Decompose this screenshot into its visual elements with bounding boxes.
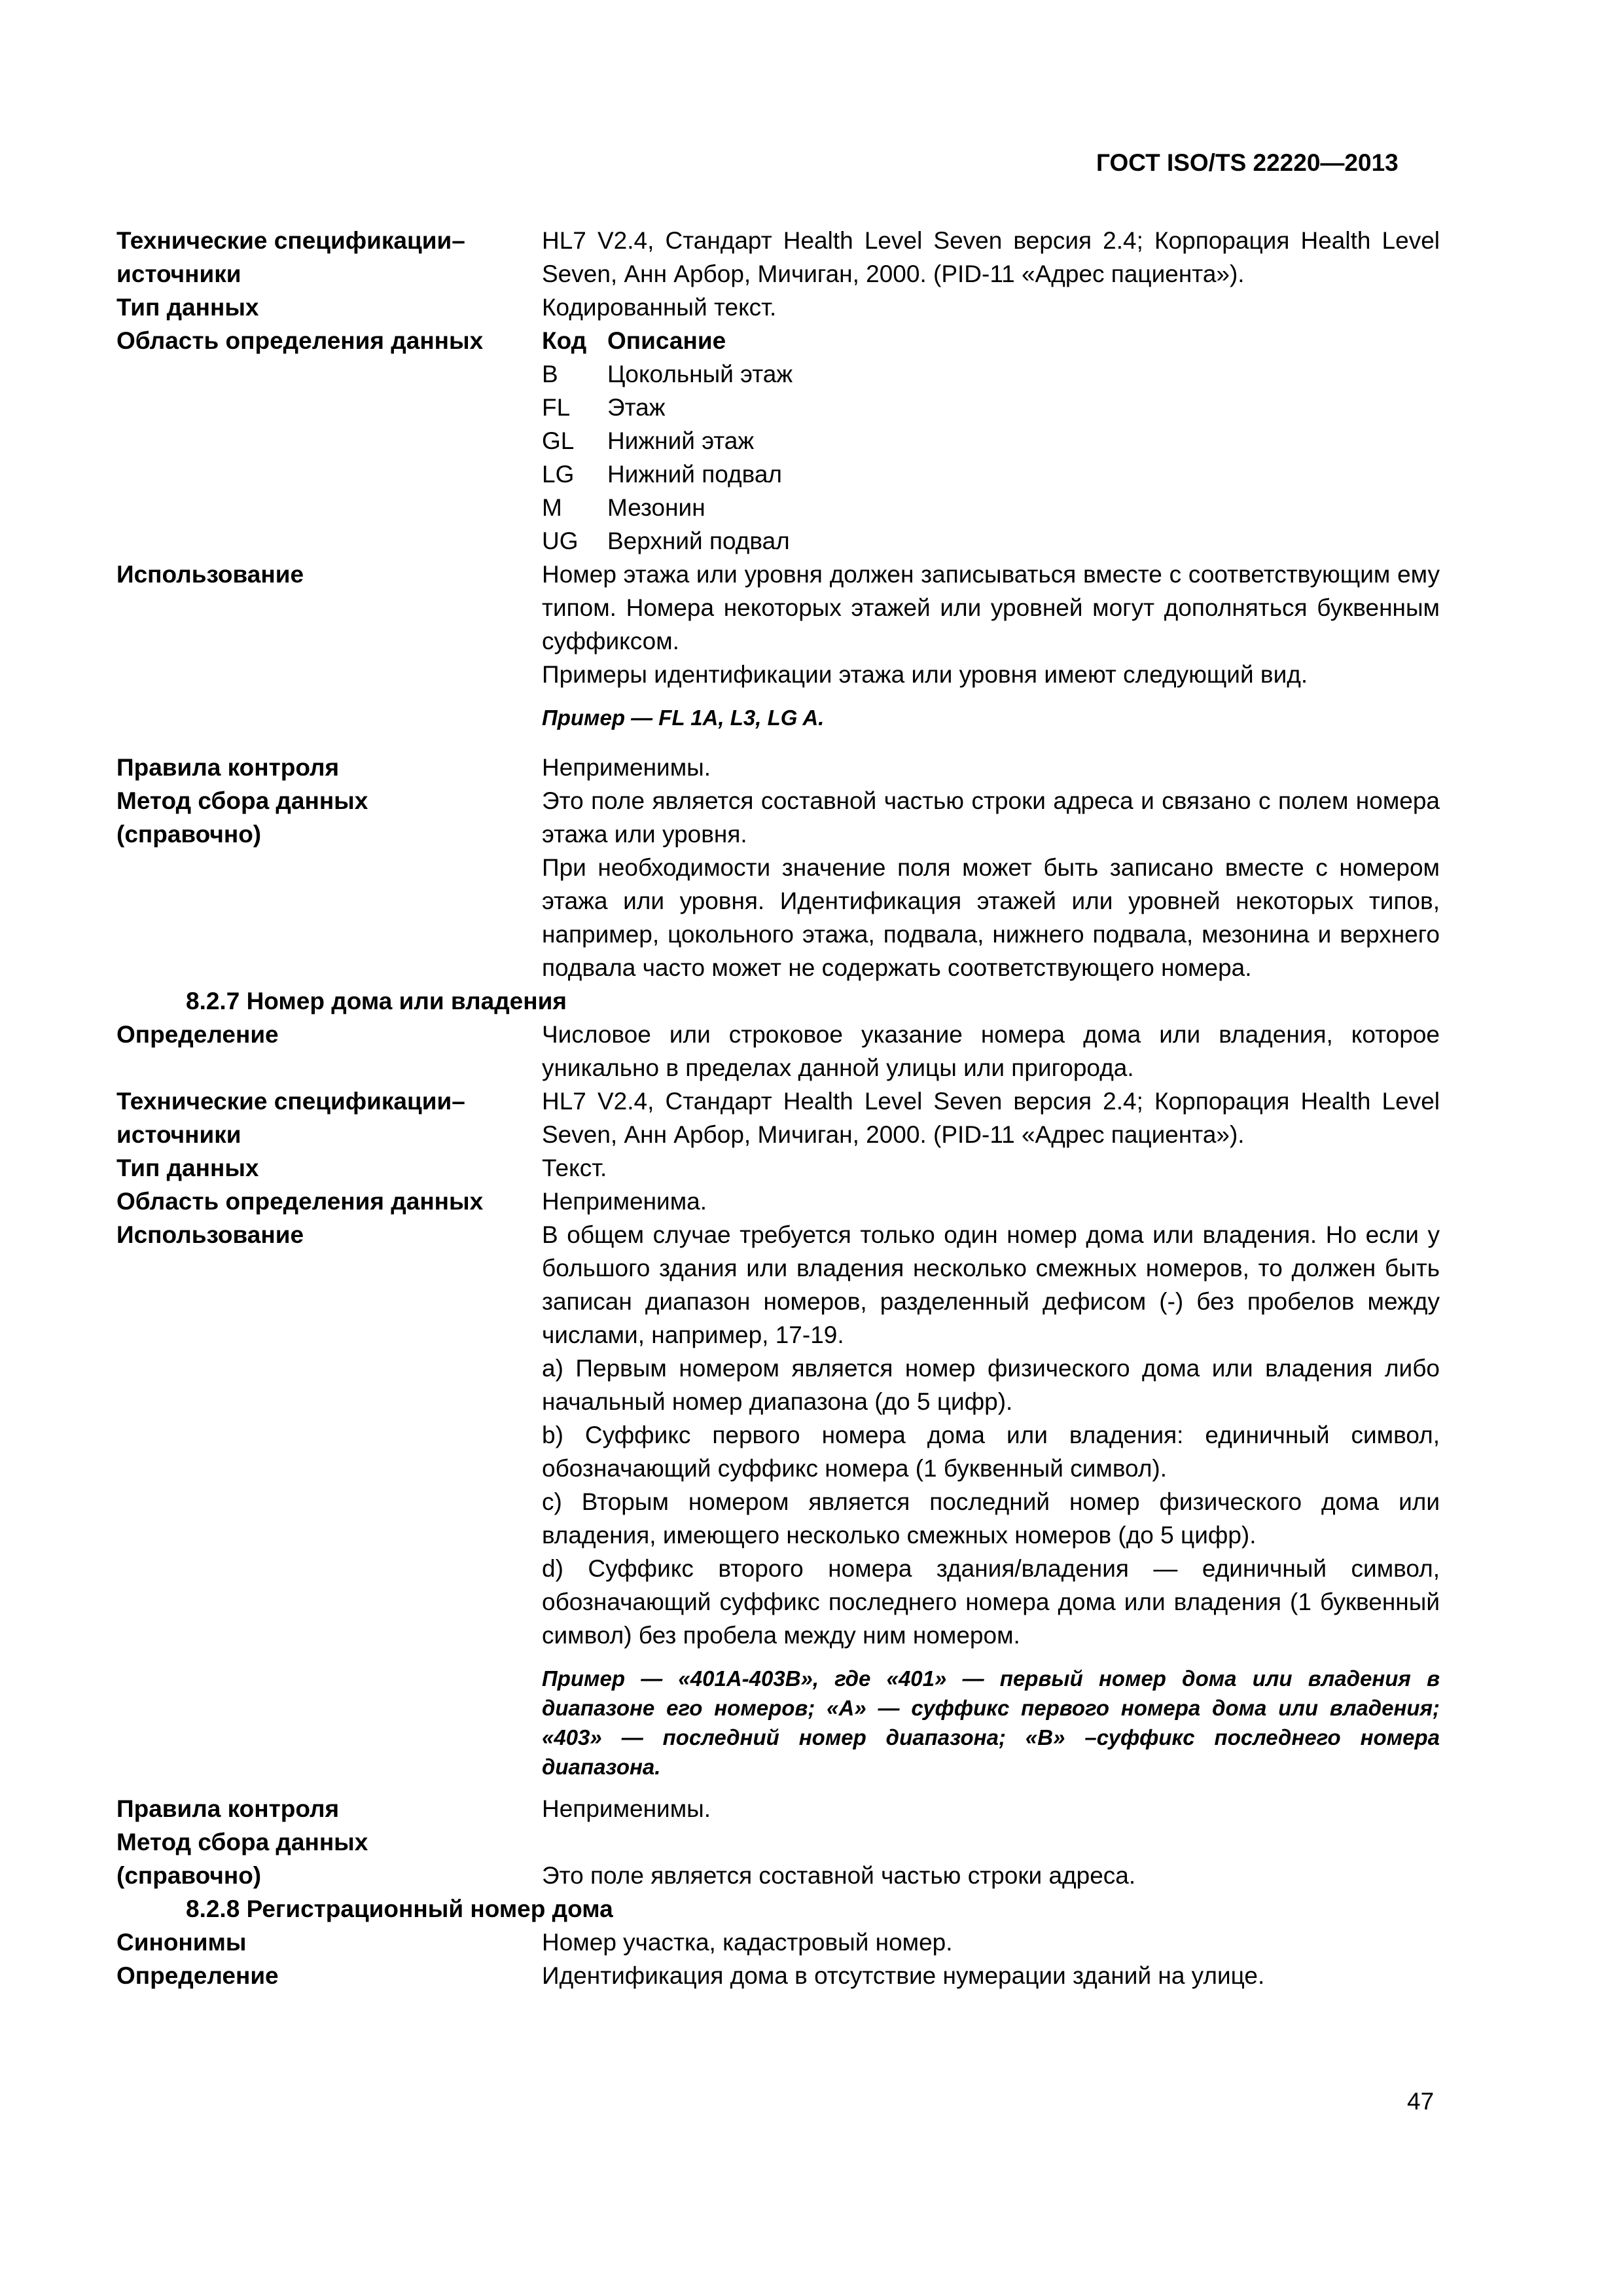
code-cell: LG (542, 461, 575, 488)
field-label: Использование (116, 1221, 304, 1248)
field-value (542, 1218, 1440, 1782)
code-column-header: Код (542, 327, 587, 354)
document-header: ГОСТ ISO/TS 22220—2013 (1096, 149, 1399, 176)
field-tech-spec (116, 224, 1440, 291)
field-label: Метод сбора данных (справочно) (116, 1829, 368, 1889)
description-cell: Нижний этаж (607, 427, 755, 454)
code-cell: UG (542, 528, 579, 554)
section-heading: 8.2.7 Номер дома или владения (186, 988, 567, 1014)
field-label: Правила контроля (116, 1795, 340, 1822)
field-rules (116, 1792, 1440, 1825)
paragraph: В общем случае требуется только один номер дома или владения. Но если у большого здания или владения несколько смежных номеров, то должен быть записан диапазон номеров, разделенный дефисом (-) без пробелов между числами, например, 17-19. (542, 1221, 1440, 1348)
field-label: Технические спецификации– источники (116, 1088, 465, 1148)
paragraph: Это поле является составной частью строки адреса. (542, 1862, 1136, 1889)
field-value: Неприменима. (542, 1188, 707, 1215)
description-cell: Верхний подвал (607, 528, 790, 554)
field-value: Идентификация дома в отсутствие нумерации зданий на улице. (542, 1962, 1265, 1989)
field-usage (116, 558, 1440, 732)
paragraph: При необходимости значение поля может быть записано вместе с номером этажа или уровня. Идентификация этажей или уровней некоторых типов, например, цокольного этажа, подвала, нижнего подвала, мезонина и верхнего подвала часто может не содержать соответствующего номера. (542, 854, 1440, 981)
field-label: Тип данных (116, 294, 259, 321)
field-usage (116, 1218, 1440, 1782)
paragraph: Примеры идентификации этажа или уровня имеют следующий вид. (542, 661, 1308, 688)
description-cell: Цокольный этаж (607, 361, 793, 387)
example-note: Пример — «401А-403В», где «401» — первый номер дома или владения в диапазоне его номеров; «А» — суффикс первого номера дома или владения; «403» — последний номер диапазона; «В» –суффикс последнего номера диапазона. (542, 1666, 1440, 1779)
field-tech-spec (116, 1085, 1440, 1151)
paragraph: Это поле является составной частью строки адреса и связано с полем номера этажа или уровня. (542, 787, 1440, 848)
field-label: Определение (116, 1021, 279, 1048)
field-synonyms (116, 1926, 1440, 1959)
field-label: Область определения данных (116, 327, 484, 354)
field-data-type (116, 1151, 1440, 1185)
field-value: Неприменимы. (542, 754, 711, 781)
field-rules (116, 751, 1440, 784)
section-heading: 8.2.8 Регистрационный номер дома (186, 1895, 613, 1922)
field-label: Синонимы (116, 1929, 247, 1956)
description-cell: Нижний подвал (607, 461, 782, 488)
field-method (116, 1825, 1440, 1892)
code-cell: GL (542, 427, 575, 454)
field-data-type (116, 291, 1440, 324)
field-label: Определение (116, 1962, 279, 1989)
field-value: Неприменимы. (542, 1795, 711, 1822)
description-cell: Этаж (607, 394, 666, 421)
page-number: 47 (1407, 2088, 1435, 2115)
description-column-header: Описание (607, 327, 726, 354)
field-label: Область определения данных (116, 1188, 484, 1215)
list-item: d) Суффикс второго номера здания/владения — единичный символ, обозначающий суффикс последнего номера дома или владения (1 буквенный символ) без пробела между ним номером. (542, 1555, 1440, 1649)
paragraph: Номер этажа или уровня должен записываться вместе с соответствующим ему типом. Номера некоторых этажей или уровней могут дополняться буквенным суффиксом. (542, 561, 1440, 655)
field-label: Метод сбора данных (справочно) (116, 787, 368, 848)
field-label: Использование (116, 561, 304, 588)
field-label: Тип данных (116, 1155, 259, 1181)
field-value (542, 558, 1440, 732)
field-value: Кодированный текст. (542, 294, 777, 321)
list-item: b) Суффикс первого номера дома или владения: единичный символ, обозначающий суффикс номера (1 буквенный символ). (542, 1422, 1440, 1482)
code-cell: M (542, 494, 562, 521)
field-definition (116, 1959, 1440, 1992)
code-table (542, 324, 1440, 558)
code-cell: B (542, 361, 558, 387)
example-note: Пример — FL 1A, L3, LG A. (542, 706, 825, 730)
field-value: Числовое или строковое указание номера дома или владения, которое уникально в пределах данной улицы или пригорода. (542, 1021, 1440, 1081)
code-cell: FL (542, 394, 571, 421)
list-item: c) Вторым номером является последний номер физического дома или владения, имеющего несколько смежных номеров (до 5 цифр). (542, 1488, 1440, 1549)
field-value: Текст. (542, 1155, 607, 1181)
field-domain (116, 324, 1440, 558)
field-label: Технические спецификации– источники (116, 227, 465, 287)
field-definition (116, 1018, 1440, 1085)
field-value: HL7 V2.4, Стандарт Health Level Seven версия 2.4; Корпорация Health Level Seven, Анн Арбор, Мичиган, 2000. (PID-11 «Адрес пациента»). (542, 1088, 1440, 1148)
field-value (542, 784, 1440, 984)
field-value (542, 1825, 1440, 1892)
list-item: a) Первым номером является номер физического дома или владения либо начальный номер диапазона (до 5 цифр). (542, 1355, 1440, 1415)
field-label: Правила контроля (116, 754, 340, 781)
field-method (116, 784, 1440, 984)
document-body (116, 224, 1440, 1992)
field-value: HL7 V2.4, Стандарт Health Level Seven версия 2.4; Корпорация Health Level Seven, Анн Арбор, Мичиган, 2000. (PID-11 «Адрес пациента»). (542, 227, 1440, 287)
description-cell: Мезонин (607, 494, 705, 521)
field-value: Номер участка, кадастровый номер. (542, 1929, 953, 1956)
field-domain (116, 1185, 1440, 1218)
